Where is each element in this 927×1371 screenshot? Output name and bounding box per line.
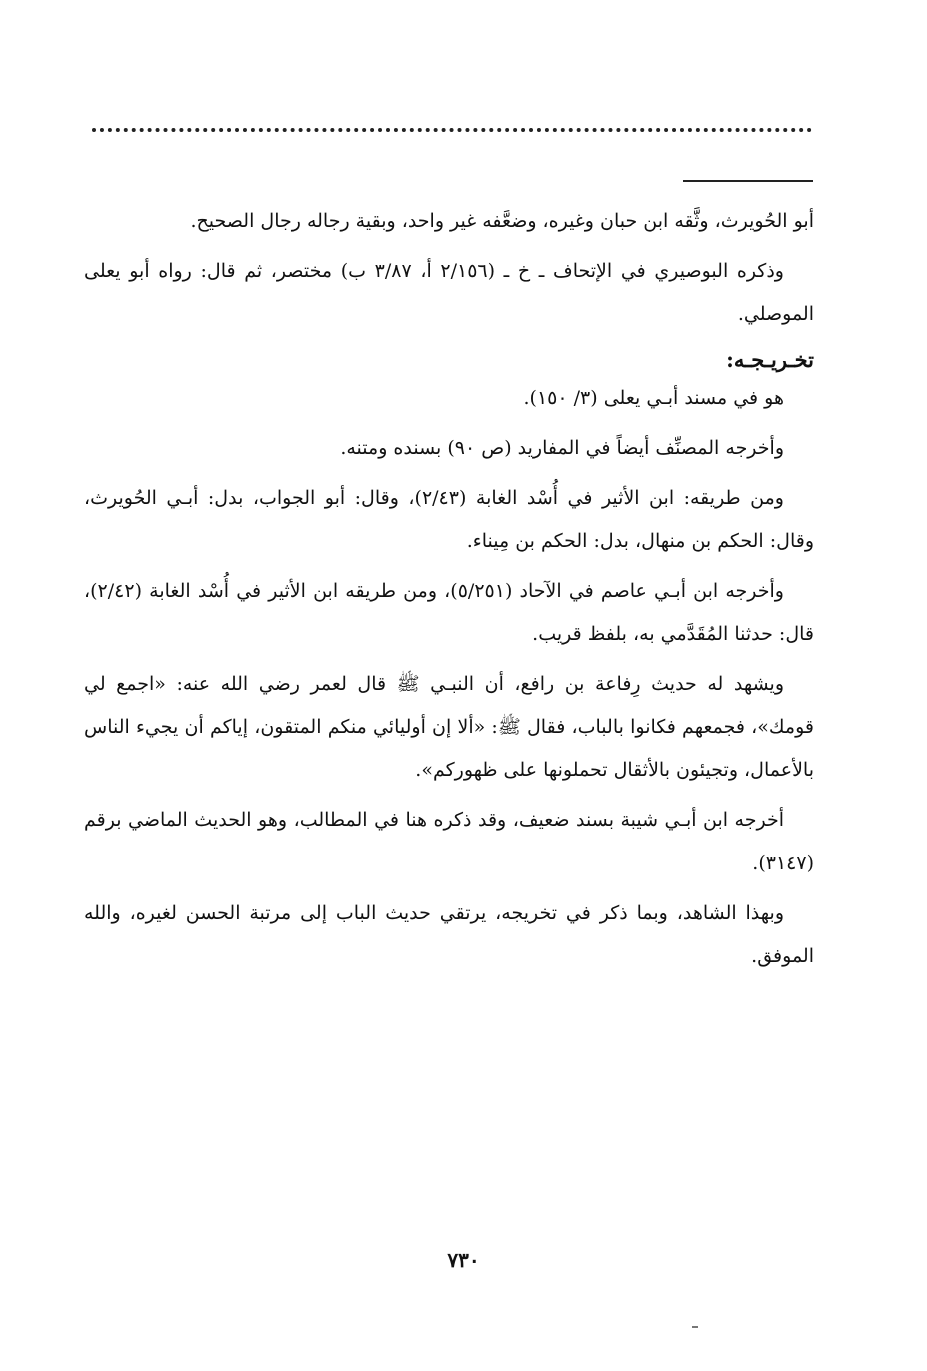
- footnote-separator-line: [683, 180, 813, 182]
- text-body: [84, 200, 814, 985]
- paragraph-conclusion: وبهذا الشاهد، وبما ذكر في تخريجه، يرتقي حديث الباب إلى مرتبة الحسن لغيره، والله الموفق.: [84, 902, 814, 967]
- paragraph-mafarid: وأخرجه المصنِّف أيضاً في المفاريد (ص ٩٠) بسنده ومتنه.: [340, 437, 784, 459]
- paragraph-musnad-abi-yala: هو في مسند أبـي يعلى (٣/ ١٥٠).: [523, 387, 784, 409]
- section-heading-takhrij: تخـريـجـه:: [726, 347, 814, 372]
- paragraph-ibn-al-athir: ومن طريقه: ابن الأثير في أُسْد الغابة (٢/٤٣)، وقال: أبو الجواب، بدل: أبـي الحُويرث، وقال: الحكم بن منهال، بدل: الحكم بن مِيناء.: [84, 487, 814, 552]
- paragraph-narrator-grading: أبو الحُويرث، وثَّقه ابن حبان وغيره، وضعَّفه غير واحد، وبقية رجاله رجال الصحيح.: [190, 210, 814, 232]
- paragraph-ibn-abi-asim: وأخرجه ابن أبـي عاصم في الآحاد (٥/٢٥١)، ومن طريقه ابن الأثير في أُسْد الغابة (٢/٤٢)، قال: حدثنا المُقَدَّمي به، بلفظ قريب.: [84, 580, 814, 645]
- paragraph-supporting-hadith: ويشهد له حديث رِفاعة بن رافع، أن النبـي ﷺ قال لعمر رضي الله عنه: «اجمع لي قومك»، فجمعهم فكانوا بالباب، فقال ﷺ: «ألا إن أوليائي منكم المتقون، إياكم أن يجيء الناس بالأعمال، وتجيئون بالأثقال تحملونها على ظهوركم».: [84, 673, 814, 781]
- page-number: ٧٣٠: [447, 1248, 480, 1272]
- scan-speck: [692, 1326, 698, 1328]
- dotted-separator: [92, 128, 812, 132]
- paragraph-busiri-reference: وذكره البوصيري في الإتحاف ـ خ ـ (٢/١٥٦ أ، ٣/٨٧ ب) مختصر، ثم قال: رواه أبو يعلى الموصلي.: [84, 260, 814, 325]
- paragraph-ibn-abi-shayba: أخرجه ابن أبـي شيبة بسند ضعيف، وقد ذكره هنا في المطالب، وهو الحديث الماضي برقم (٣١٤٧).: [84, 809, 814, 874]
